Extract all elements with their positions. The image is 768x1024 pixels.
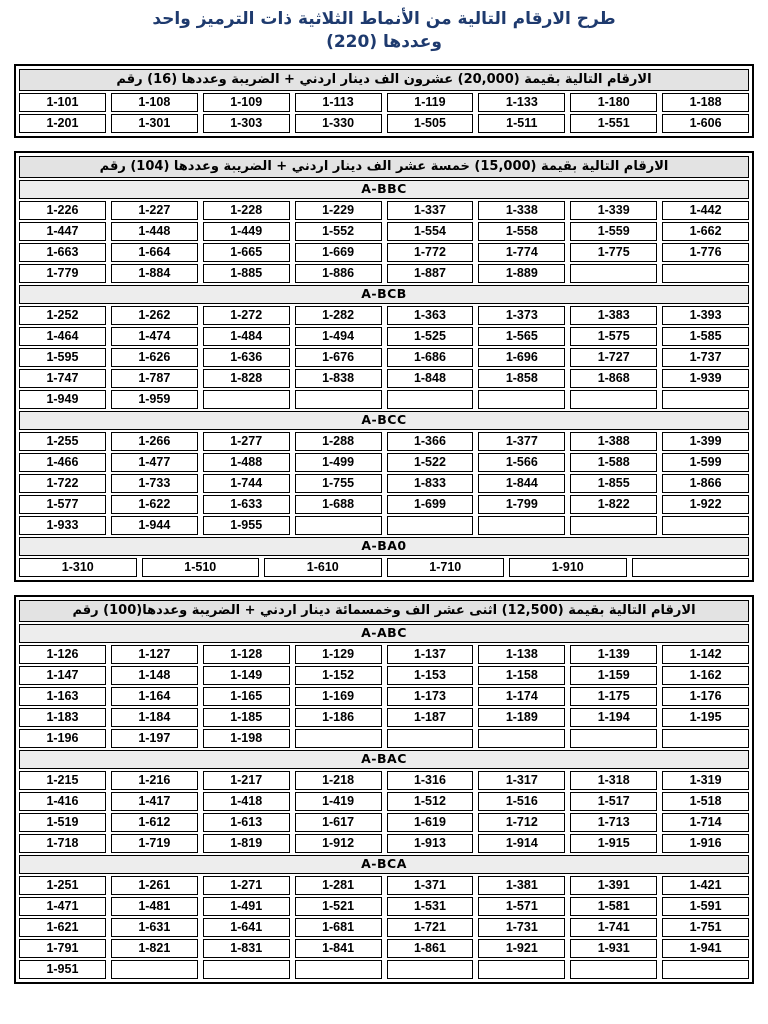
- number-cell: 1-699: [387, 495, 474, 514]
- number-cell: 1-828: [203, 369, 290, 388]
- number-cell: 1-137: [387, 645, 474, 664]
- number-cell: 1-147: [19, 666, 106, 685]
- number-cell: 1-722: [19, 474, 106, 493]
- number-cell: 1-581: [570, 897, 657, 916]
- number-cell: 1-822: [570, 495, 657, 514]
- empty-cell: [662, 264, 749, 283]
- table-row: [19, 666, 749, 685]
- number-cell: 1-464: [19, 327, 106, 346]
- number-cell: 1-442: [662, 201, 749, 220]
- number-cell: 1-195: [662, 708, 749, 727]
- table-row: [19, 114, 749, 133]
- number-cell: 1-552: [295, 222, 382, 241]
- number-cell: 1-188: [662, 93, 749, 112]
- number-cell: 1-510: [142, 558, 260, 577]
- number-cell: 1-262: [111, 306, 198, 325]
- empty-cell: [111, 960, 198, 979]
- number-cell: 1-665: [203, 243, 290, 262]
- number-cell: 1-591: [662, 897, 749, 916]
- number-cell: 1-418: [203, 792, 290, 811]
- number-cell: 1-201: [19, 114, 106, 133]
- number-cell: 1-149: [203, 666, 290, 685]
- number-cell: 1-779: [19, 264, 106, 283]
- section-header-a-bcb: A-BCB: [19, 285, 749, 304]
- table-row: [19, 474, 749, 493]
- number-cell: 1-664: [111, 243, 198, 262]
- number-cell: 1-910: [509, 558, 627, 577]
- number-cell: 1-731: [478, 918, 565, 937]
- number-cell: 1-142: [662, 645, 749, 664]
- table-header: الارقام التالية بقيمة (12,500) اثنى عشر الف وخمسمائة دينار اردني + الضريبة وعددها(100) رقم: [19, 600, 749, 622]
- number-cell: 1-366: [387, 432, 474, 451]
- table-row: [19, 708, 749, 727]
- number-cell: 1-133: [478, 93, 565, 112]
- number-cell: 1-613: [203, 813, 290, 832]
- number-cell: 1-585: [662, 327, 749, 346]
- table-row: [19, 834, 749, 853]
- number-cell: 1-747: [19, 369, 106, 388]
- price-table-2: [14, 151, 754, 582]
- number-cell: 1-710: [387, 558, 505, 577]
- number-cell: 1-217: [203, 771, 290, 790]
- empty-cell: [203, 390, 290, 409]
- number-cell: 1-558: [478, 222, 565, 241]
- number-cell: 1-914: [478, 834, 565, 853]
- number-cell: 1-417: [111, 792, 198, 811]
- empty-cell: [478, 960, 565, 979]
- number-cell: 1-499: [295, 453, 382, 472]
- number-cell: 1-866: [662, 474, 749, 493]
- empty-cell: [295, 390, 382, 409]
- number-cell: 1-158: [478, 666, 565, 685]
- number-cell: 1-922: [662, 495, 749, 514]
- empty-cell: [632, 558, 750, 577]
- number-cell: 1-251: [19, 876, 106, 895]
- number-cell: 1-138: [478, 645, 565, 664]
- number-cell: 1-886: [295, 264, 382, 283]
- page-title: [14, 8, 754, 54]
- number-cell: 1-633: [203, 495, 290, 514]
- number-cell: 1-841: [295, 939, 382, 958]
- number-cell: 1-218: [295, 771, 382, 790]
- number-cell: 1-933: [19, 516, 106, 535]
- table-row: [19, 516, 749, 535]
- table-row: [19, 93, 749, 112]
- number-cell: 1-330: [295, 114, 382, 133]
- number-cell: 1-889: [478, 264, 565, 283]
- empty-cell: [295, 729, 382, 748]
- table-row: [19, 264, 749, 283]
- table-row: [19, 453, 749, 472]
- price-table-1: [14, 64, 754, 138]
- number-cell: 1-718: [19, 834, 106, 853]
- section-header-a-ba0: A-BA0: [19, 537, 749, 556]
- number-cell: 1-477: [111, 453, 198, 472]
- number-cell: 1-197: [111, 729, 198, 748]
- number-cell: 1-474: [111, 327, 198, 346]
- number-cell: 1-388: [570, 432, 657, 451]
- number-cell: 1-447: [19, 222, 106, 241]
- number-cell: 1-317: [478, 771, 565, 790]
- number-cell: 1-741: [570, 918, 657, 937]
- empty-cell: [478, 390, 565, 409]
- number-cell: 1-774: [478, 243, 565, 262]
- number-cell: 1-844: [478, 474, 565, 493]
- number-cell: 1-511: [478, 114, 565, 133]
- number-cell: 1-373: [478, 306, 565, 325]
- empty-cell: [387, 729, 474, 748]
- number-cell: 1-913: [387, 834, 474, 853]
- number-cell: 1-517: [570, 792, 657, 811]
- table-row: [19, 327, 749, 346]
- number-cell: 1-776: [662, 243, 749, 262]
- number-cell: 1-676: [295, 348, 382, 367]
- number-cell: 1-169: [295, 687, 382, 706]
- number-cell: 1-148: [111, 666, 198, 685]
- number-cell: 1-606: [662, 114, 749, 133]
- number-cell: 1-885: [203, 264, 290, 283]
- number-cell: 1-180: [570, 93, 657, 112]
- empty-cell: [478, 729, 565, 748]
- number-cell: 1-522: [387, 453, 474, 472]
- number-cell: 1-184: [111, 708, 198, 727]
- number-cell: 1-621: [19, 918, 106, 937]
- number-cell: 1-916: [662, 834, 749, 853]
- table-row: [19, 369, 749, 388]
- number-cell: 1-228: [203, 201, 290, 220]
- number-cell: 1-941: [662, 939, 749, 958]
- number-cell: 1-819: [203, 834, 290, 853]
- table-row: [19, 771, 749, 790]
- number-cell: 1-229: [295, 201, 382, 220]
- number-cell: 1-939: [662, 369, 749, 388]
- number-cell: 1-744: [203, 474, 290, 493]
- price-table-3: [14, 595, 754, 984]
- table-row: [19, 813, 749, 832]
- number-cell: 1-227: [111, 201, 198, 220]
- table-row: [19, 792, 749, 811]
- page-title-line1: طرح الارقام التالية من الأنماط الثلاثية ذات الترميز واحد: [152, 9, 616, 29]
- number-cell: 1-186: [295, 708, 382, 727]
- section-header-a-abc: A-ABC: [19, 624, 749, 643]
- number-cell: 1-261: [111, 876, 198, 895]
- number-cell: 1-175: [570, 687, 657, 706]
- number-cell: 1-516: [478, 792, 565, 811]
- number-cell: 1-669: [295, 243, 382, 262]
- number-cell: 1-484: [203, 327, 290, 346]
- empty-cell: [570, 729, 657, 748]
- number-cell: 1-755: [295, 474, 382, 493]
- table-row: [19, 201, 749, 220]
- number-cell: 1-266: [111, 432, 198, 451]
- number-cell: 1-164: [111, 687, 198, 706]
- number-cell: 1-712: [478, 813, 565, 832]
- table-row: [19, 558, 749, 577]
- number-cell: 1-226: [19, 201, 106, 220]
- table-row: [19, 897, 749, 916]
- table-row: [19, 348, 749, 367]
- empty-cell: [662, 729, 749, 748]
- number-cell: 1-471: [19, 897, 106, 916]
- table-row: [19, 729, 749, 748]
- table-row: [19, 306, 749, 325]
- number-cell: 1-108: [111, 93, 198, 112]
- empty-cell: [387, 516, 474, 535]
- number-cell: 1-566: [478, 453, 565, 472]
- number-cell: 1-791: [19, 939, 106, 958]
- number-cell: 1-681: [295, 918, 382, 937]
- number-cell: 1-551: [570, 114, 657, 133]
- number-cell: 1-301: [111, 114, 198, 133]
- number-cell: 1-271: [203, 876, 290, 895]
- number-cell: 1-719: [111, 834, 198, 853]
- number-cell: 1-525: [387, 327, 474, 346]
- number-cell: 1-159: [570, 666, 657, 685]
- number-cell: 1-416: [19, 792, 106, 811]
- table-header: الارقام التالية بقيمة (20,000) عشرون الف دينار اردني + الضريبة وعددها (16) رقم: [19, 69, 749, 91]
- number-cell: 1-521: [295, 897, 382, 916]
- empty-cell: [387, 390, 474, 409]
- section-header-a-bac: A-BAC: [19, 750, 749, 769]
- number-cell: 1-288: [295, 432, 382, 451]
- number-cell: 1-619: [387, 813, 474, 832]
- number-cell: 1-721: [387, 918, 474, 937]
- table-row: [19, 243, 749, 262]
- number-cell: 1-153: [387, 666, 474, 685]
- number-cell: 1-641: [203, 918, 290, 937]
- table-row: [19, 876, 749, 895]
- section-header-a-bbc: A-BBC: [19, 180, 749, 199]
- number-cell: 1-319: [662, 771, 749, 790]
- section-header-a-bca: A-BCA: [19, 855, 749, 874]
- number-cell: 1-617: [295, 813, 382, 832]
- number-cell: 1-419: [295, 792, 382, 811]
- number-cell: 1-884: [111, 264, 198, 283]
- number-cell: 1-399: [662, 432, 749, 451]
- number-cell: 1-626: [111, 348, 198, 367]
- number-cell: 1-512: [387, 792, 474, 811]
- number-cell: 1-921: [478, 939, 565, 958]
- number-cell: 1-152: [295, 666, 382, 685]
- number-cell: 1-775: [570, 243, 657, 262]
- number-cell: 1-799: [478, 495, 565, 514]
- number-cell: 1-277: [203, 432, 290, 451]
- number-cell: 1-139: [570, 645, 657, 664]
- number-cell: 1-316: [387, 771, 474, 790]
- number-cell: 1-119: [387, 93, 474, 112]
- number-cell: 1-688: [295, 495, 382, 514]
- number-cell: 1-215: [19, 771, 106, 790]
- number-cell: 1-383: [570, 306, 657, 325]
- number-cell: 1-531: [387, 897, 474, 916]
- number-cell: 1-165: [203, 687, 290, 706]
- number-cell: 1-113: [295, 93, 382, 112]
- number-cell: 1-128: [203, 645, 290, 664]
- number-cell: 1-622: [111, 495, 198, 514]
- number-cell: 1-126: [19, 645, 106, 664]
- number-cell: 1-176: [662, 687, 749, 706]
- number-cell: 1-272: [203, 306, 290, 325]
- number-cell: 1-127: [111, 645, 198, 664]
- number-cell: 1-129: [295, 645, 382, 664]
- empty-cell: [570, 516, 657, 535]
- number-cell: 1-575: [570, 327, 657, 346]
- number-cell: 1-185: [203, 708, 290, 727]
- table-row: [19, 960, 749, 979]
- number-cell: 1-255: [19, 432, 106, 451]
- table-row: [19, 645, 749, 664]
- number-cell: 1-282: [295, 306, 382, 325]
- tables-container: [14, 64, 754, 984]
- number-cell: 1-787: [111, 369, 198, 388]
- number-cell: 1-949: [19, 390, 106, 409]
- number-cell: 1-821: [111, 939, 198, 958]
- number-cell: 1-868: [570, 369, 657, 388]
- number-cell: 1-101: [19, 93, 106, 112]
- number-cell: 1-772: [387, 243, 474, 262]
- number-cell: 1-559: [570, 222, 657, 241]
- number-cell: 1-494: [295, 327, 382, 346]
- empty-cell: [570, 264, 657, 283]
- number-cell: 1-944: [111, 516, 198, 535]
- number-cell: 1-686: [387, 348, 474, 367]
- number-cell: 1-481: [111, 897, 198, 916]
- number-cell: 1-174: [478, 687, 565, 706]
- number-cell: 1-303: [203, 114, 290, 133]
- table-row: [19, 390, 749, 409]
- empty-cell: [387, 960, 474, 979]
- number-cell: 1-696: [478, 348, 565, 367]
- number-cell: 1-339: [570, 201, 657, 220]
- empty-cell: [203, 960, 290, 979]
- number-cell: 1-595: [19, 348, 106, 367]
- number-cell: 1-381: [478, 876, 565, 895]
- number-cell: 1-662: [662, 222, 749, 241]
- number-cell: 1-855: [570, 474, 657, 493]
- number-cell: 1-198: [203, 729, 290, 748]
- number-cell: 1-318: [570, 771, 657, 790]
- number-cell: 1-599: [662, 453, 749, 472]
- number-cell: 1-183: [19, 708, 106, 727]
- empty-cell: [478, 516, 565, 535]
- number-cell: 1-162: [662, 666, 749, 685]
- number-cell: 1-337: [387, 201, 474, 220]
- number-cell: 1-831: [203, 939, 290, 958]
- page-title-line2: وعددها (220): [326, 31, 442, 52]
- number-cell: 1-858: [478, 369, 565, 388]
- number-cell: 1-163: [19, 687, 106, 706]
- number-cell: 1-310: [19, 558, 137, 577]
- empty-cell: [662, 516, 749, 535]
- number-cell: 1-610: [264, 558, 382, 577]
- number-cell: 1-636: [203, 348, 290, 367]
- number-cell: 1-281: [295, 876, 382, 895]
- number-cell: 1-338: [478, 201, 565, 220]
- number-cell: 1-931: [570, 939, 657, 958]
- number-cell: 1-571: [478, 897, 565, 916]
- number-cell: 1-713: [570, 813, 657, 832]
- number-cell: 1-466: [19, 453, 106, 472]
- number-cell: 1-173: [387, 687, 474, 706]
- number-cell: 1-194: [570, 708, 657, 727]
- number-cell: 1-577: [19, 495, 106, 514]
- empty-cell: [570, 390, 657, 409]
- number-cell: 1-838: [295, 369, 382, 388]
- number-cell: 1-912: [295, 834, 382, 853]
- number-cell: 1-371: [387, 876, 474, 895]
- number-cell: 1-833: [387, 474, 474, 493]
- table-header: الارقام التالية بقيمة (15,000) خمسة عشر الف دينار اردني + الضريبة وعددها (104) رقم: [19, 156, 749, 178]
- number-cell: 1-631: [111, 918, 198, 937]
- number-cell: 1-448: [111, 222, 198, 241]
- number-cell: 1-109: [203, 93, 290, 112]
- number-cell: 1-518: [662, 792, 749, 811]
- number-cell: 1-252: [19, 306, 106, 325]
- empty-cell: [295, 960, 382, 979]
- empty-cell: [662, 390, 749, 409]
- number-cell: 1-733: [111, 474, 198, 493]
- number-cell: 1-887: [387, 264, 474, 283]
- number-cell: 1-421: [662, 876, 749, 895]
- empty-cell: [570, 960, 657, 979]
- number-cell: 1-955: [203, 516, 290, 535]
- number-cell: 1-519: [19, 813, 106, 832]
- number-cell: 1-488: [203, 453, 290, 472]
- table-row: [19, 495, 749, 514]
- number-cell: 1-189: [478, 708, 565, 727]
- number-cell: 1-663: [19, 243, 106, 262]
- number-cell: 1-187: [387, 708, 474, 727]
- number-cell: 1-449: [203, 222, 290, 241]
- number-cell: 1-216: [111, 771, 198, 790]
- number-cell: 1-915: [570, 834, 657, 853]
- number-cell: 1-727: [570, 348, 657, 367]
- table-row: [19, 939, 749, 958]
- number-cell: 1-861: [387, 939, 474, 958]
- number-cell: 1-588: [570, 453, 657, 472]
- number-cell: 1-951: [19, 960, 106, 979]
- number-cell: 1-959: [111, 390, 198, 409]
- number-cell: 1-751: [662, 918, 749, 937]
- number-cell: 1-391: [570, 876, 657, 895]
- number-cell: 1-612: [111, 813, 198, 832]
- number-cell: 1-196: [19, 729, 106, 748]
- table-row: [19, 222, 749, 241]
- empty-cell: [295, 516, 382, 535]
- number-cell: 1-565: [478, 327, 565, 346]
- table-row: [19, 918, 749, 937]
- number-cell: 1-363: [387, 306, 474, 325]
- number-cell: 1-714: [662, 813, 749, 832]
- empty-cell: [662, 960, 749, 979]
- number-cell: 1-505: [387, 114, 474, 133]
- number-cell: 1-491: [203, 897, 290, 916]
- number-cell: 1-848: [387, 369, 474, 388]
- table-row: [19, 687, 749, 706]
- table-row: [19, 432, 749, 451]
- number-cell: 1-393: [662, 306, 749, 325]
- section-header-a-bcc: A-BCC: [19, 411, 749, 430]
- number-cell: 1-554: [387, 222, 474, 241]
- number-cell: 1-737: [662, 348, 749, 367]
- number-cell: 1-377: [478, 432, 565, 451]
